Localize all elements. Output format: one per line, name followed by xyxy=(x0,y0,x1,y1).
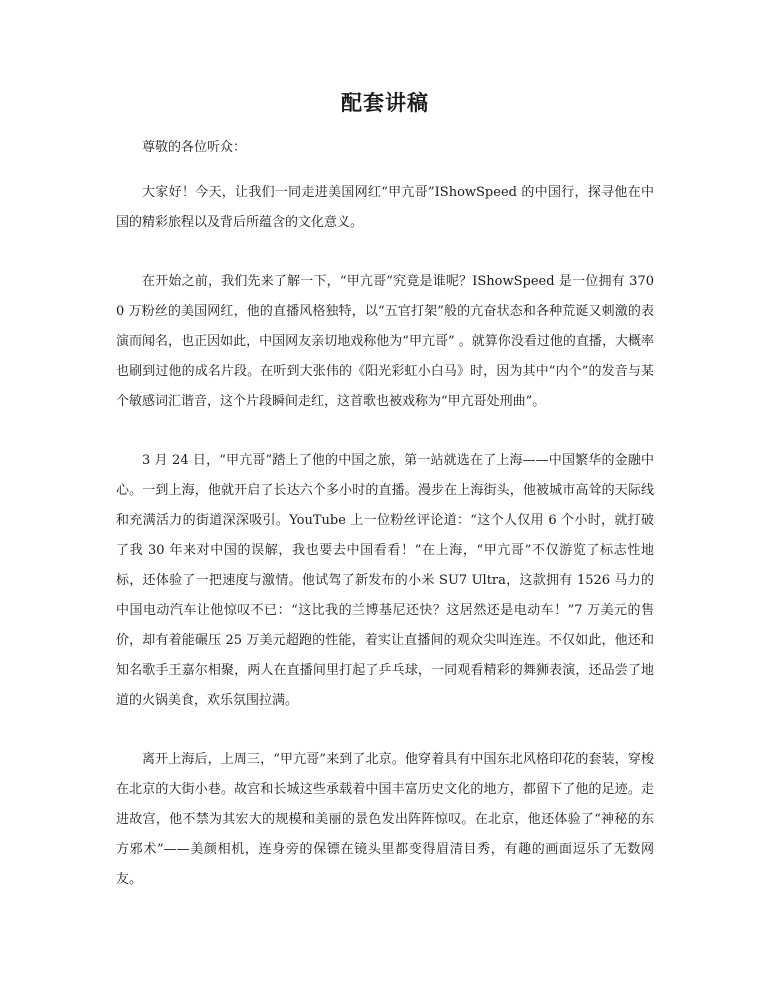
paragraph-intro: 大家好！今天，让我们一同走进美国网红“甲亢哥”IShowSpeed 的中国行，探寻他在中国的精彩旅程以及背后所蕴含的文化意义。 xyxy=(116,185,654,230)
paragraph-beijing: 离开上海后，上周三，“甲亢哥”来到了北京。他穿着具有中国东北风格印花的套装，穿梭在北京的大街小巷。故宫和长城这些承载着中国丰富历史文化的地方，都留下了他的足迹。走进故宫，他不禁为其宏大的规模和美丽的景色发出阵阵惊叹。在北京，他还体验了“神秘的东方邪术”——美颜相机，连身旁的保镖在镜头里都变得眉清目秀，有趣的画面逗乐了无数网友。 xyxy=(116,752,654,887)
greeting-line: 尊敬的各位听众： xyxy=(142,140,247,155)
document-title: 配套讲稿 xyxy=(341,90,429,115)
paragraph-shanghai: 3 月 24 日，“甲亢哥”踏上了他的中国之旅，第一站就选在了上海——中国繁华的金融中心。一到上海，他就开启了长达六个多小时的直播。漫步在上海街头，他被城市高耸的天际线和充满活力的街道深深吸引。YouTube 上一位粉丝评论道：“这个人仅用 6 个小时，就打破了我 30 年来对中国的误解，我也要去中国看看！”在上海，“甲亢哥”不仅游览了标志性地标，还体验了一把速度与激情。他试驾了新发布的小米 SU7 Ultra，这款拥有 1526 马力的中国电动汽车让他惊叹不已：“这比我的兰博基尼还快？这居然还是电动车！”7 万美元的售价，却有着能碾压 25 万美元超跑的性能，着实让直播间的观众尖叫连连。不仅如此，他还和知名歌手王嘉尔相聚，两人在直播间里打起了乒乓球，一同观看精彩的舞狮表演，还品尝了地道的火锅美食，欢乐氛围拉满。 xyxy=(116,453,654,708)
paragraph-who-is-speed: 在开始之前，我们先来了解一下，“甲亢哥”究竟是谁呢？IShowSpeed 是一位拥有 3700 万粉丝的美国网红，他的直播风格独特，以“五官打架”般的亢奋状态和各种荒诞又刺激的表演而闻名，也正因如此，中国网友亲切地戏称他为“甲亢哥” 。就算你没看过他的直播，大概率也刷到过他的成名片段。在听到大张伟的《阳光彩虹小白马》时，因为其中“内个”的发音与某个敏感词汇谐音，这个片段瞬间走红，这首歌也被戏称为“甲亢哥处刑曲”。 xyxy=(116,274,654,409)
